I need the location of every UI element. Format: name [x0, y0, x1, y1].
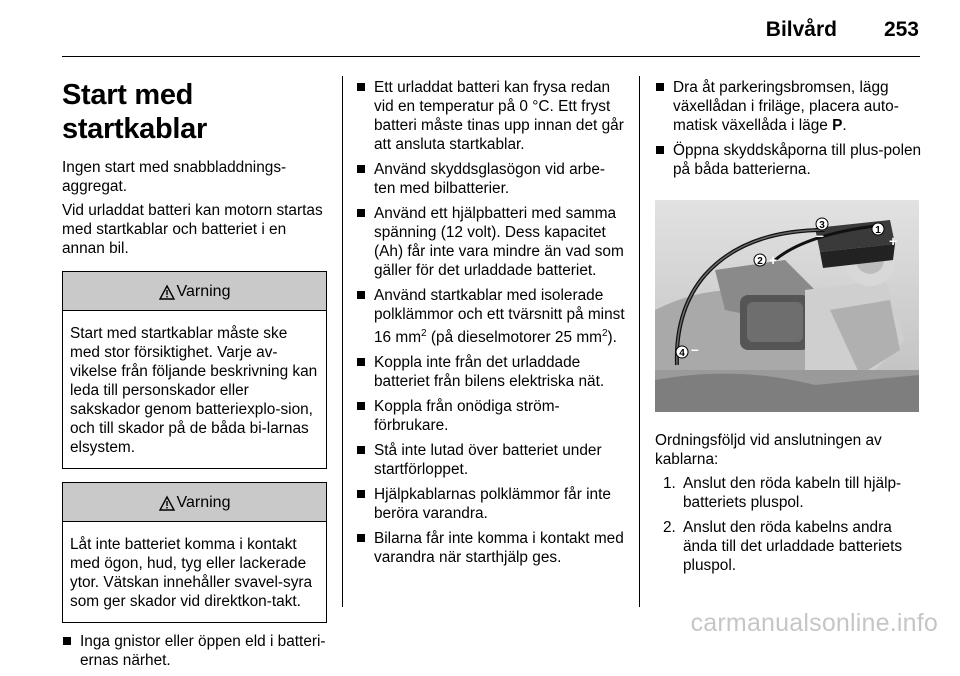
list-item: Använd skyddsglasögon vid arbe-ten med bilbatterier.	[356, 160, 626, 198]
bullet-square-icon	[357, 83, 365, 91]
list-item: Använd ett hjälpbatteri med samma spänning (12 volt). Dess kapacitet (Ah) får inte vara mindre än vad som gäller för det urladdade batteriet.	[356, 204, 626, 280]
paragraph: Ingen start med snabbladdnings-aggregat.	[62, 159, 287, 195]
bullet-list	[62, 632, 327, 670]
section-heading: Start med startkablar	[62, 79, 207, 145]
header-rule	[62, 56, 920, 57]
svg-text:+: +	[889, 233, 898, 249]
cable-text: Använd startkablar med isolerade polklämmor och ett tvärsnitt på minst 16 $mm^2$ (på dieselmotorer 25 $mm^2$).	[374, 287, 625, 347]
warning-title: Varning	[176, 282, 231, 300]
bullet-square-icon	[656, 83, 664, 91]
bullet-square-icon	[357, 209, 365, 217]
svg-text:–: –	[816, 227, 824, 243]
list-item: Koppla inte från det urladdade batteriet från bilens elektriska nät.	[356, 353, 626, 391]
column-divider	[639, 76, 640, 607]
warning-header	[63, 483, 326, 522]
list-item: Ett urladdat batteri kan frysa redan vid en temperatur på 0 °C. Ett fryst batteri måste tinas upp innan det går att ansluta startkablar.	[356, 78, 626, 154]
bullet-square-icon	[656, 146, 664, 154]
list-item: 1. Anslut den röda kabeln till hjälp-batteriets pluspol.	[663, 475, 902, 511]
warning-triangle-icon	[159, 285, 175, 300]
warning-box	[62, 271, 327, 469]
list-item: Stå inte lutad över batteriet under startförloppet.	[356, 441, 626, 479]
svg-text:2: 2	[757, 256, 763, 267]
bullet-square-icon	[357, 490, 365, 498]
svg-text:–: –	[691, 341, 699, 357]
list-item: Inga gnistor eller öppen eld i batteri-ernas närhet.	[62, 632, 327, 670]
bullet-list	[356, 78, 626, 567]
bullet-square-icon	[357, 402, 365, 410]
list-item: Bilarna får inte komma i kontakt med varandra när starthjälp ges.	[356, 529, 626, 567]
svg-text:1: 1	[875, 225, 881, 236]
bullet-square-icon	[357, 291, 365, 299]
bullet-square-icon	[63, 637, 71, 645]
list-item: Öppna skyddskåporna till plus-polen på båda batterierna.	[655, 141, 925, 179]
bullet-square-icon	[357, 165, 365, 173]
jump-start-figure	[655, 200, 919, 412]
paragraph: Vid urladdat batteri kan motorn startas med startkablar och batteriet i en annan bil.	[62, 202, 323, 257]
page-number: 253	[883, 18, 919, 41]
svg-text:3: 3	[819, 220, 825, 231]
column-1	[62, 78, 327, 676]
paragraph: Ordningsföljd vid anslutningen av kablarna:	[655, 432, 882, 468]
warning-header	[63, 272, 326, 311]
numbered-list	[655, 474, 925, 575]
list-item: 2. Anslut den röda kabelns andra ända till det urladdade batteriets pluspol.	[663, 519, 903, 574]
bullet-square-icon	[357, 358, 365, 366]
warning-title: Varning	[176, 493, 231, 511]
watermark: carmanualsonline.info	[690, 609, 938, 637]
list-item	[356, 286, 626, 347]
list-item: Hjälpkablarnas polklämmor får inte beröra varandra.	[356, 485, 626, 523]
bullet-square-icon	[357, 446, 365, 454]
bullet-list	[655, 78, 925, 179]
warning-box	[62, 482, 327, 623]
list-item: Koppla från onödiga ström-förbrukare.	[356, 397, 626, 435]
bullet-square-icon	[357, 534, 365, 542]
chapter-title: Bilvård	[765, 18, 837, 41]
svg-text:4: 4	[679, 348, 685, 359]
column-3	[655, 78, 925, 581]
list-item: Dra åt parkeringsbromsen, lägg växellådan i friläge, placera auto-matisk växellåda i läge P.	[655, 78, 925, 135]
column-2	[356, 78, 626, 573]
warning-text: Start med startkablar måste ske med stor försiktighet. Varje av-vikelse från följande beskrivning kan leda till personskador eller sakskador genom batteriexplo-sion, och till skador på de båda bi-larnas elsystem.	[70, 325, 318, 456]
warning-text: Låt inte batteriet komma i kontakt med ögon, hud, tyg eller lackerade ytor. Vätskan innehåller svavel-syra som ger skador vid direktkon-takt.	[70, 536, 313, 610]
svg-text:+: +	[769, 252, 778, 268]
warning-triangle-icon	[159, 496, 175, 511]
column-divider	[342, 76, 343, 607]
